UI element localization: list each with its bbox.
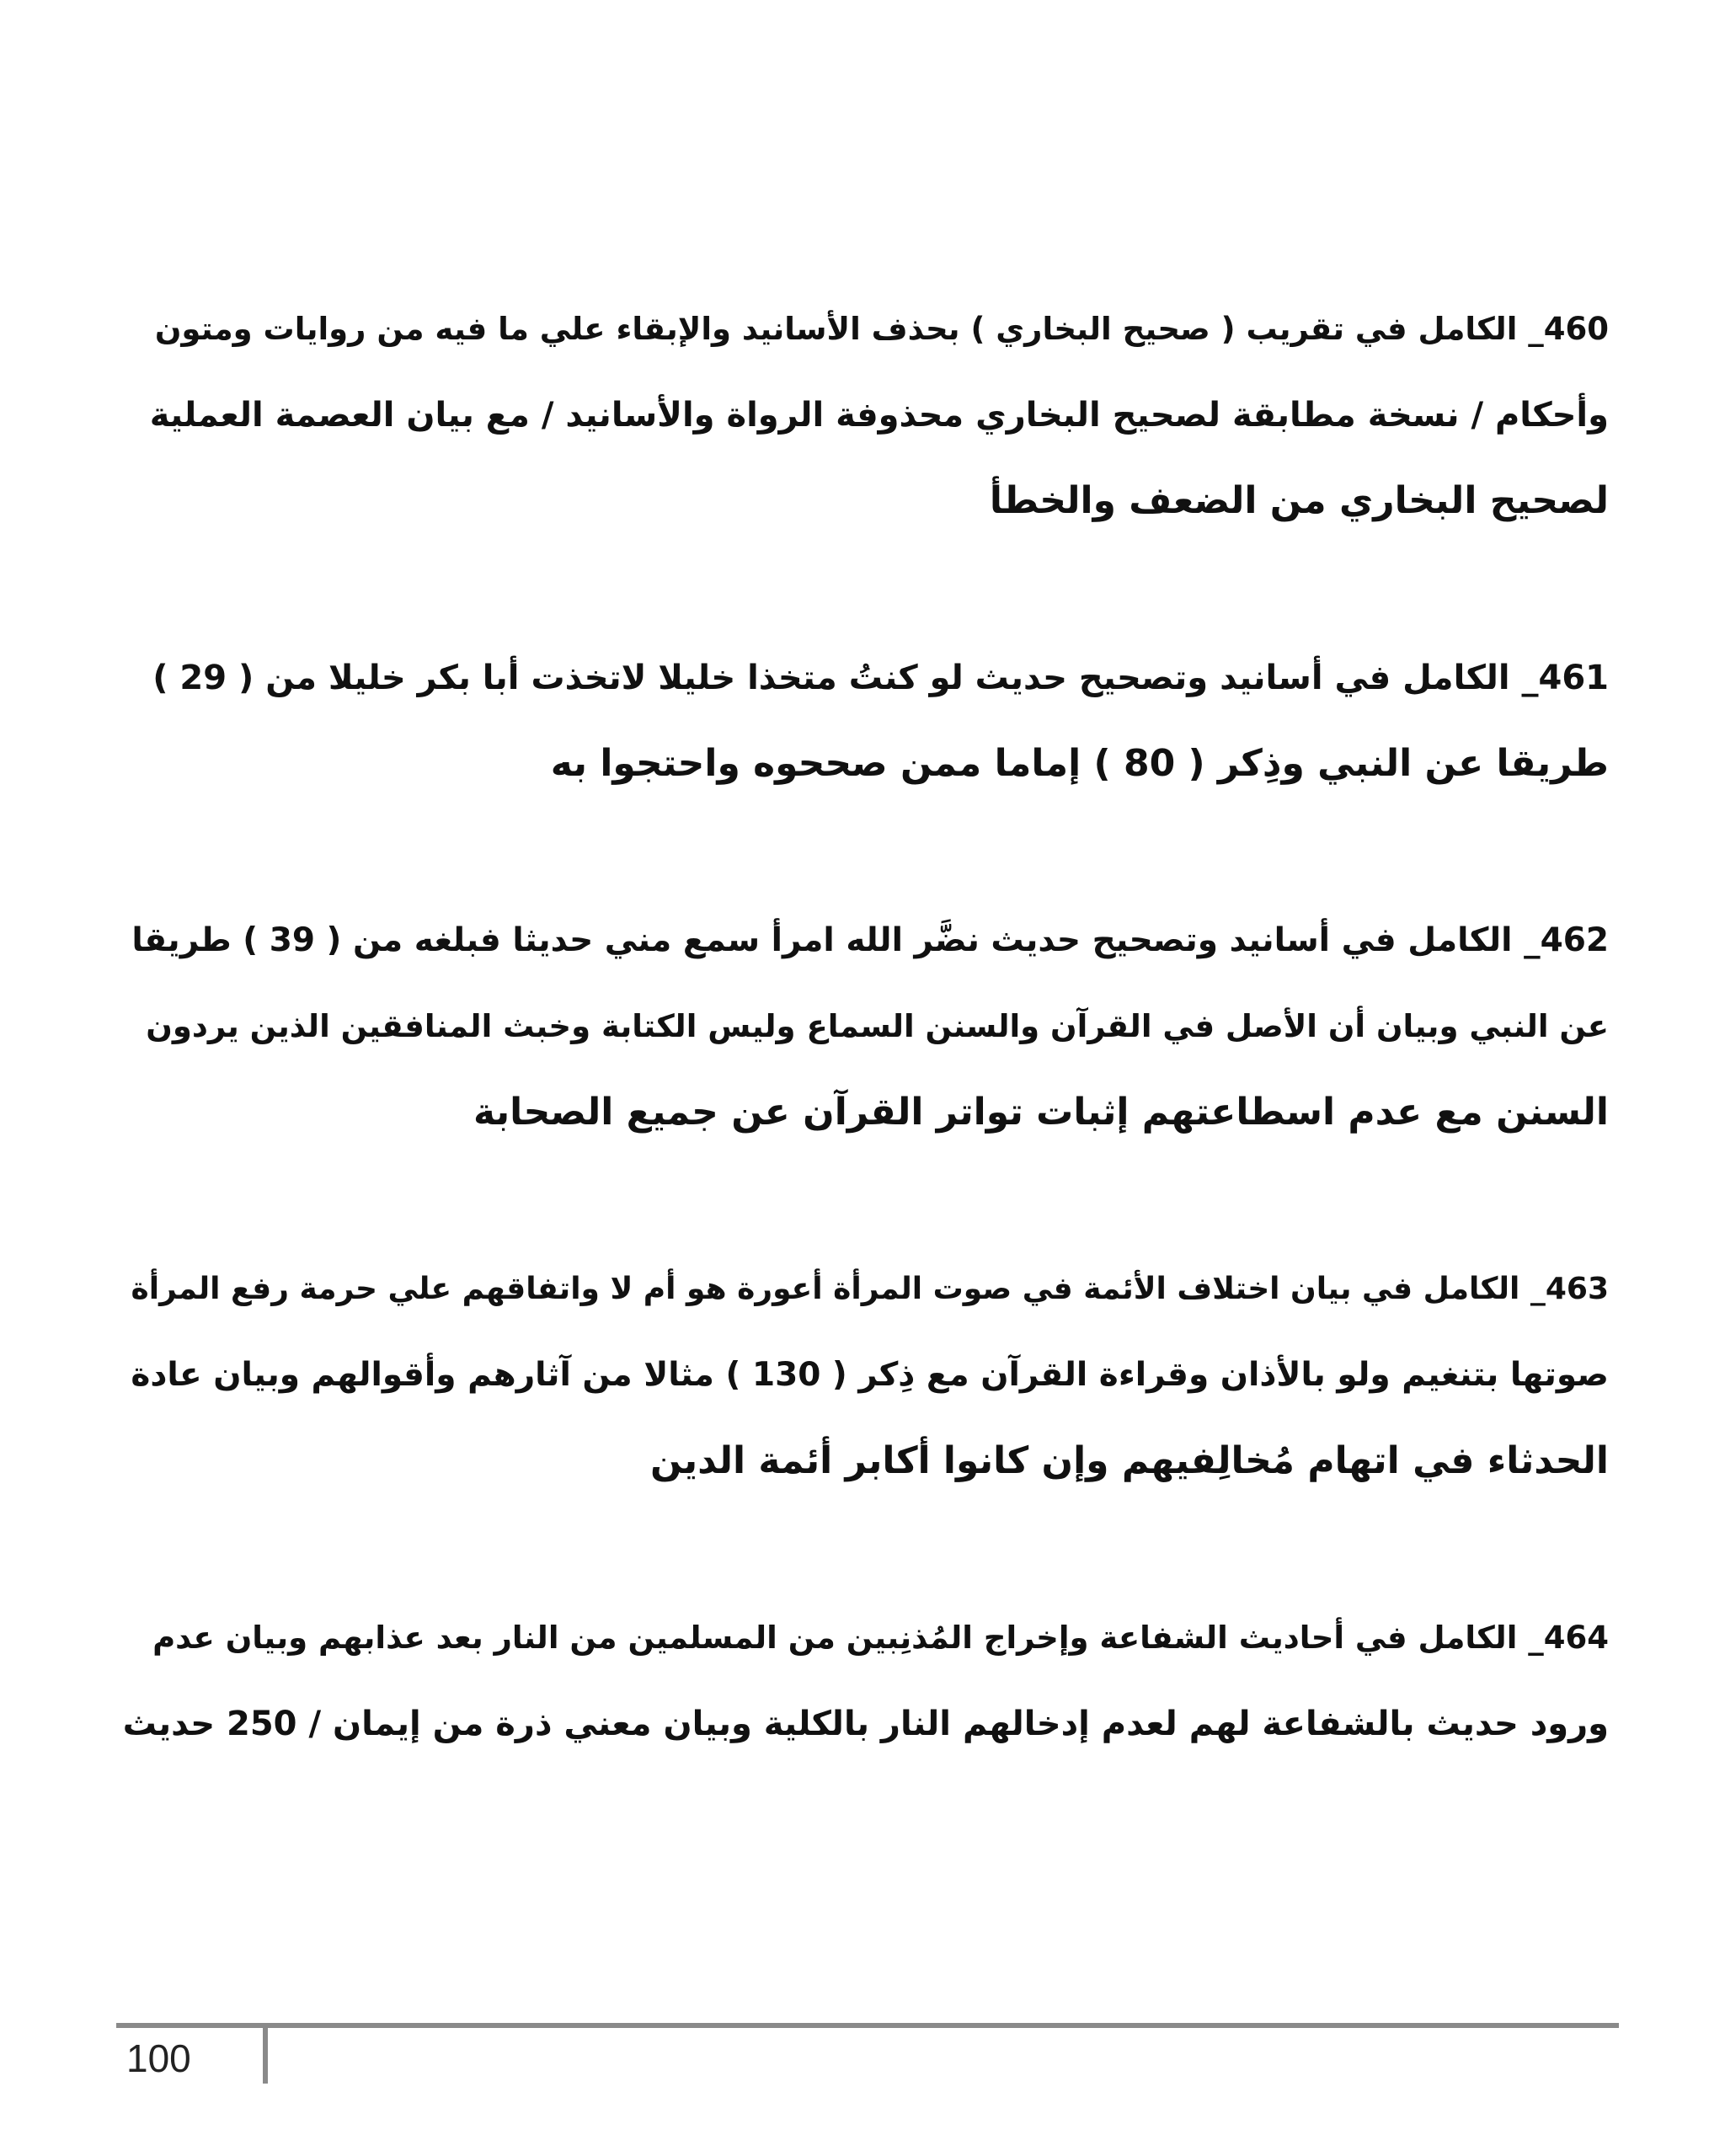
entry-line: 462_ الكامل في أسانيد وتصحيح حديث نضَّر الله امرأ سمع مني حديثا فبلغه من ( 39 ) طريقا xyxy=(131,921,1609,959)
page-number: 100 xyxy=(126,2036,191,2080)
book-entry-464 xyxy=(118,1595,1609,1767)
entry-line: 463_ الكامل في بيان اختلاف الأئمة في صوت المرأة أعورة هو أم لا واتفاقهم علي حرمة رفع المرأة xyxy=(131,1272,1609,1306)
entry-line: صوتها بتنغيم ولو بالأذان وقراءة القرآن مع ذِكر ( 130 ) مثالا من آثارهم وأقوالهم وبيان عادة xyxy=(131,1356,1609,1394)
footer-rule xyxy=(116,2023,1619,2028)
entry-line: السنن مع عدم اسطاعتهم إثبات تواتر القرآن عن جميع الصحابة xyxy=(473,1091,1609,1134)
entry-line: ورود حديث بالشفاعة لهم لعدم إدخالهم النار بالكلية وبيان معني ذرة من إيمان / 250 حديث xyxy=(122,1705,1609,1743)
book-entry-460 xyxy=(118,286,1609,544)
entry-line: الحدثاء في اتهام مُخالِفيهم وإن كانوا أكابر أئمة الدين xyxy=(649,1439,1609,1482)
entry-line: عن النبي وبيان أن الأصل في القرآن والسنن السماع وليس الكتابة وخبث المنافقين الذين يردون xyxy=(146,1008,1609,1044)
entry-line: طريقا عن النبي وذِكر ( 80 ) إماما ممن صححوه واحتجوا به xyxy=(550,742,1609,785)
footer-divider xyxy=(263,2028,268,2084)
entry-line: 464_ الكامل في أحاديث الشفاعة وإخراج المُذنِبين من المسلمين من النار بعد عذابهم وبيان عدم xyxy=(152,1620,1609,1656)
entry-line: 460_ الكامل في تقريب ( صحيح البخاري ) بحذف الأسانيد والإبقاء علي ما فيه من روايات ومتون xyxy=(154,311,1609,347)
book-entry-462 xyxy=(118,898,1609,1155)
book-list xyxy=(118,286,1609,1858)
entry-line: 461_ الكامل في أسانيد وتصحيح حديث لو كنتُ متخذا خليلا لاتخذت أبا بكر خليلا من ( 29 ) xyxy=(152,659,1609,697)
book-entry-461 xyxy=(118,635,1609,807)
entry-line: لصحيح البخاري من الضعف والخطأ xyxy=(989,479,1609,522)
book-entry-463 xyxy=(118,1246,1609,1504)
entry-line: وأحكام / نسخة مطابقة لصحيح البخاري محذوفة الرواة والأسانيد / مع بيان العصمة العملية xyxy=(149,396,1609,435)
